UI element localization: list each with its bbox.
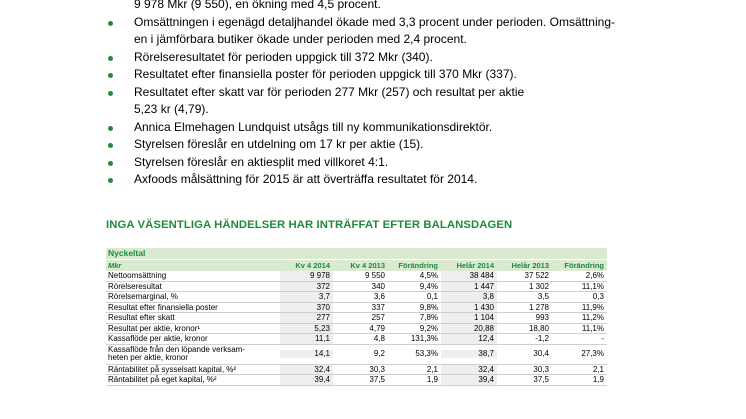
table-cell: 11,9% [581, 302, 604, 312]
bullet-item [106, 154, 666, 172]
table-cell: 18,80 [528, 323, 549, 333]
bullet-dot-icon [108, 91, 113, 96]
table-cell: 7,8% [419, 313, 438, 322]
bullet-dot-icon [108, 143, 113, 148]
column-header: Förändring [398, 261, 438, 270]
table-cell: 39,4 [280, 375, 333, 385]
bullet-dot-icon [108, 21, 113, 26]
table-cell: 2,6% [585, 271, 604, 280]
column-header: Kv 4 2014 [295, 261, 330, 270]
table-cell: 37,5 [369, 375, 385, 384]
table-cell: 1 447 [441, 282, 497, 292]
table-cell: 340 [371, 281, 385, 291]
table-cell: -1,2 [535, 334, 549, 343]
table-row [106, 365, 607, 376]
table-cell: 1,9 [592, 375, 604, 384]
bullet-text: Resultatet efter finansiella poster för perioden uppgick till 370 Mkr (337). [134, 67, 517, 81]
section-heading: INGA VÄSENTLIGA HÄNDELSER HAR INTRÄFFAT EFTER BALANSDAGEN [106, 219, 513, 231]
table-cell: 372 [280, 282, 333, 292]
row-label: Räntabilitet på eget kapital, %² [108, 375, 217, 384]
bullet-item [106, 101, 666, 119]
bullet-dot-icon [108, 178, 113, 183]
table-cell: 9,2% [419, 323, 438, 333]
bullet-text: Resultatet efter skatt var för perioden 277 Mkr (257) och resultat per aktie [134, 84, 525, 99]
bullet-item [106, 84, 666, 102]
bullet-text: Styrelsen föreslår en utdelning om 17 kr per aktie (15). [134, 137, 424, 151]
table-cell: 11,2% [581, 313, 604, 322]
bullet-list [106, 0, 666, 189]
table-cell: 30,3 [369, 364, 385, 374]
column-header: Kv 4 2013 [350, 261, 385, 270]
table-cell: 38,7 [441, 350, 497, 359]
table-cell: 11,1% [581, 323, 604, 333]
table-cell: 370 [280, 303, 333, 313]
table-cell: 1,9 [426, 375, 438, 384]
row-label: Resultat efter skatt [108, 313, 175, 322]
table-row [106, 303, 607, 314]
table-cell: 9,2 [373, 348, 385, 358]
table-cell: 38 484 [441, 271, 497, 281]
table-cell: 9 978 [280, 271, 333, 281]
table-cell: 0,1 [426, 292, 438, 301]
table-cell: 3,6 [373, 292, 385, 301]
table-cell: 20,88 [441, 324, 497, 334]
bullet-text: Omsättningen i egenägd detaljhandel ökade med 3,3 procent under perioden. Omsättning- [134, 14, 615, 29]
table-cell: 9,4% [419, 281, 438, 291]
table-cell: 32,4 [280, 365, 333, 375]
table-cell: 993 [535, 313, 549, 322]
table-cell: 3,5 [537, 292, 549, 301]
key-figures-table [106, 248, 607, 386]
table-cell: 257 [371, 313, 385, 322]
table-cell: 37,5 [533, 375, 549, 384]
table-cell: 11,1% [581, 281, 604, 291]
table-cell: 11,1 [280, 334, 333, 344]
row-label: Resultat efter finansiella poster [108, 302, 218, 312]
bullet-dot-icon [108, 73, 113, 78]
table-cell: 4,8 [373, 334, 385, 343]
table-cell: 1 104 [441, 313, 497, 323]
table-header-row [106, 259, 607, 271]
row-label: Räntabilitet på sysselsatt kapital, %² [108, 364, 237, 374]
table-row [106, 345, 607, 365]
table-cell: 12,4 [441, 334, 497, 344]
table-cell: 4,79 [369, 323, 385, 333]
bullet-item [106, 119, 666, 137]
table-cell: 30,3 [533, 364, 549, 374]
row-label: Nettoomsättning [108, 271, 167, 280]
row-label: Rörelsemarginal, % [108, 292, 178, 301]
table-cell: 14,1 [280, 350, 333, 359]
table-row [106, 375, 607, 386]
table-cell: - [601, 334, 604, 343]
table-cell: 3,7 [280, 292, 333, 302]
bullet-text: 5,23 kr (4,79). [134, 102, 209, 116]
row-label: Kassaflöde per aktie, kronor [108, 334, 208, 343]
bullet-text: Annica Elmehagen Lundquist utsågs till ny kommunikationsdirektör. [134, 119, 493, 134]
table-cell: 30,4 [533, 348, 549, 358]
table-cell: 0,3 [592, 292, 604, 301]
table-row [106, 282, 607, 293]
row-label: Kassaflöde från den löpande verksam- heten per aktie, kronor [108, 344, 245, 362]
table-cell: 32,4 [441, 365, 497, 375]
bullet-item [106, 66, 666, 84]
table-cell: 27,3% [581, 348, 604, 358]
table-cell: 337 [371, 302, 385, 312]
table-cell: 277 [280, 313, 333, 323]
table-row [106, 313, 607, 324]
table-cell: 131,3% [410, 334, 438, 343]
bullet-item [106, 136, 666, 154]
table-row [106, 334, 607, 345]
bullet-item [106, 171, 666, 189]
bullet-text: 9 978 Mkr (9 550), en ökning med 4,5 procent. [134, 0, 381, 11]
table-cell: 2,1 [426, 364, 438, 374]
table-body [106, 271, 607, 386]
table-cell: 9,8% [419, 302, 438, 312]
table-cell: 53,3% [415, 348, 438, 358]
table-row [106, 324, 607, 335]
column-header: Förändring [564, 261, 604, 270]
table-cell: 1 302 [528, 281, 549, 291]
bullet-text: Axfoods målsättning för 2015 är att överträffa resultatet för 2014. [134, 172, 478, 186]
table-title: Nyckeltal [106, 248, 607, 259]
table-cell: 5,23 [280, 324, 333, 334]
column-header: Helår 2014 [456, 261, 494, 270]
row-label: Resultat per aktie, kronor¹ [108, 323, 201, 333]
table-cell: 3,8 [441, 292, 497, 302]
bullet-item [106, 14, 666, 32]
table-cell: 2,1 [592, 364, 604, 374]
bullet-text: Styrelsen föreslår en aktiesplit med villkoret 4:1. [134, 154, 389, 169]
table-cell: 39,4 [441, 375, 497, 385]
bullet-item [106, 0, 666, 14]
bullet-text: Rörelseresultatet för perioden uppgick till 372 Mkr (340). [134, 49, 433, 64]
bullet-item [106, 49, 666, 67]
column-header: Helår 2013 [511, 261, 549, 270]
table-cell: 1 278 [528, 302, 549, 312]
bullet-dot-icon [108, 161, 113, 166]
bullet-dot-icon [108, 56, 113, 61]
table-row [106, 271, 607, 282]
bullet-dot-icon [108, 126, 113, 131]
column-header: Mkr [108, 261, 122, 270]
bullet-text: en i jämförbara butiker ökade under perioden med 2,4 procent. [134, 32, 467, 46]
table-cell: 9 550 [364, 271, 385, 280]
table-cell: 4,5% [419, 271, 438, 280]
table-cell: 37 522 [524, 271, 549, 280]
table-cell: 1 430 [441, 303, 497, 313]
row-label: Rörelseresultat [108, 281, 162, 291]
table-row [106, 292, 607, 303]
bullet-item [106, 31, 666, 49]
